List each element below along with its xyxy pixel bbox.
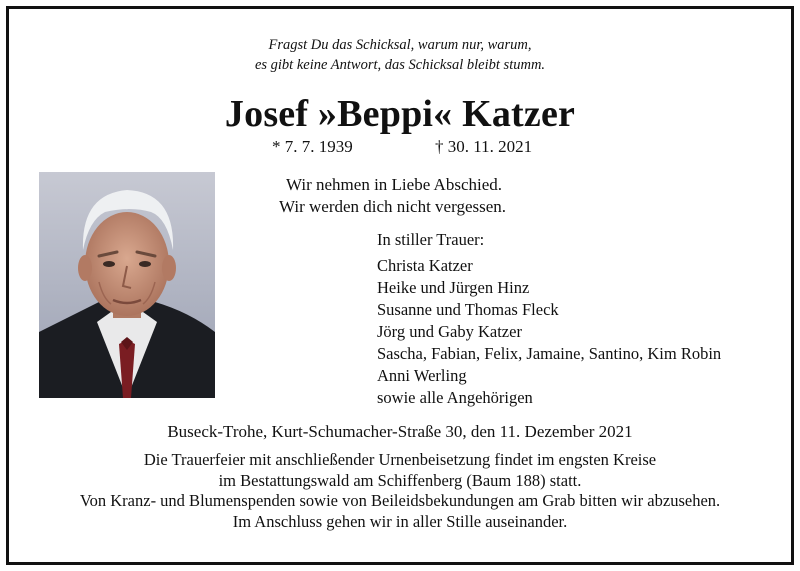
farewell-text [279,174,507,218]
poem [0,35,800,75]
birth-date: * 7. 7. 1939 [272,137,353,156]
mourner: Heike und Jürgen Hinz [377,278,530,297]
mourner: Susanne und Thomas Fleck [377,300,559,319]
deceased-name: Josef »Beppi« Katzer [224,93,576,135]
farewell-line-1: Wir nehmen in Liebe Abschied. [286,175,503,194]
mourners-list [377,229,721,409]
ceremony-notice [0,450,800,532]
poem-line-2: es gibt keine Antwort, das Schicksal bleibt stumm. [254,57,546,73]
mourner: sowie alle Angehörigen [377,388,533,407]
notice-line-3: Von Kranz- und Blumenspenden sowie von Beileidsbekundungen am Grab bitten wir abzusehen. [79,491,721,510]
notice-line-2: im Bestattungswald am Schiffenberg (Baum 188) statt. [218,470,582,490]
farewell-line-2: Wir werden dich nicht vergessen. [279,197,507,216]
place-and-date: Buseck-Trohe, Kurt-Schumacher-Straße 30, den 11. Dezember 2021 [167,422,633,441]
mourner: Sascha, Fabian, Felix, Jamaine, Santino, Kim Robin [377,344,722,363]
notice-line-1: Die Trauerfeier mit anschließender Urnenbeisetzung findet im engsten Kreise [143,450,657,469]
mourning-header: In stiller Trauer: [377,230,485,249]
portrait-photo [39,172,215,398]
notice-line-4: Im Anschluss gehen wir in aller Stille auseinander. [232,511,568,531]
mourner: Jörg und Gaby Katzer [377,322,522,341]
mourner: Christa Katzer [377,256,473,275]
death-date: † 30. 11. 2021 [435,137,533,156]
mourner: Anni Werling [377,366,467,385]
poem-line-1: Fragst Du das Schicksal, warum nur, warum, [268,37,532,53]
